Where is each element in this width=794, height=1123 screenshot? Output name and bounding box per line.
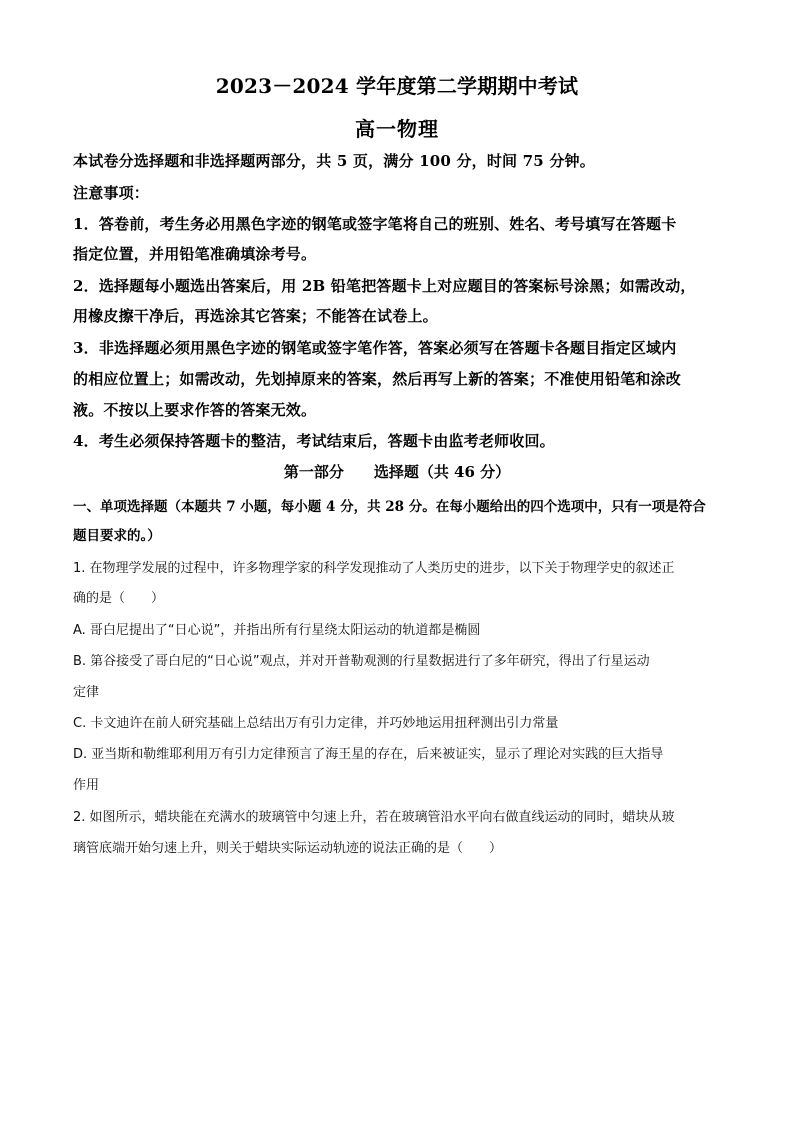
question-1-option-d-line-1: D. 亚当斯和勒维耶利用万有引力定律预言了海王星的存在，后来被证实，显示了理论对实践的巨大指导 — [73, 747, 664, 762]
note-3-line-3: 液。不按以上要求作答的答案无效。 — [73, 401, 317, 419]
part1-instruction-line-2: 题目要求的。） — [73, 528, 161, 544]
question-2-stem-line-1: 2. 如图所示，蜡块能在充满水的玻璃管中匀速上升，若在玻璃管沿水平向右做直线运动的同时，蜡块从玻 — [73, 810, 675, 825]
note-2-line-2: 用橡皮擦干净后，再选涂其它答案；不能答在试卷上。 — [73, 307, 438, 325]
note-3-line-2: 的相应位置上；如需改动，先划掉原来的答案，然后再写上新的答案；不准使用铅笔和涂改 — [73, 370, 682, 388]
question-1-stem-line-2: 确的是（ ） — [73, 591, 165, 606]
question-1-option-b-line-1: B. 第谷接受了哥白尼的“日心说”观点，并对开普勒观测的行星数据进行了多年研究，得出了行星运动 — [73, 654, 650, 669]
exam-summary: 本试卷分选择题和非选择题两部分，共 5 页，满分 100 分，时间 75 分钟。 — [73, 152, 595, 170]
exam-title: 2023－2024 学年度第二学期期中考试 — [215, 74, 579, 98]
question-2-stem-line-2: 璃管底端开始匀速上升，则关于蜡块实际运动轨迹的说法正确的是（ ） — [73, 841, 503, 856]
question-1-option-a: A. 哥白尼提出了“日心说”，并指出所有行星绕太阳运动的轨道都是椭圆 — [73, 623, 481, 638]
question-1-stem-line-1: 1. 在物理学发展的过程中，许多物理学家的科学发现推动了人类历史的进步，以下关于物理学史的叙述正 — [73, 561, 675, 576]
part1-heading: 第一部分 选择题（共 46 分） — [283, 463, 511, 481]
note-3-line-1: 3．非选择题必须用黑色字迹的钢笔或签字笔作答，答案必须写在答题卡各题目指定区域内 — [73, 339, 677, 357]
note-1-line-1: 1．答卷前，考生务必用黑色字迹的钢笔或签字笔将自己的班别、姓名、考号填写在答题卡 — [73, 215, 677, 233]
part1-instruction-line-1: 一、单项选择题（本题共 7 小题，每小题 4 分，共 28 分。在每小题给出的四个选项中，只有一项是符合 — [73, 499, 706, 515]
subject-title: 高一物理 — [355, 117, 439, 141]
notice-heading: 注意事项： — [73, 184, 150, 202]
note-2-line-1: 2．选择题每小题选出答案后，用 2B 铅笔把答题卡上对应题目的答案标号涂黑；如需改动， — [73, 277, 696, 295]
question-1-option-d-line-2: 作用 — [73, 778, 100, 793]
question-1-option-b-line-2: 定律 — [73, 685, 100, 700]
question-1-option-c: C. 卡文迪许在前人研究基础上总结出万有引力定律，并巧妙地运用扭秤测出引力常量 — [73, 716, 559, 731]
note-1-line-2: 指定位置，并用铅笔准确填涂考号。 — [73, 245, 317, 263]
note-4-line-1: 4．考生必须保持答题卡的整洁，考试结束后，答题卡由监考老师收回。 — [73, 432, 555, 450]
